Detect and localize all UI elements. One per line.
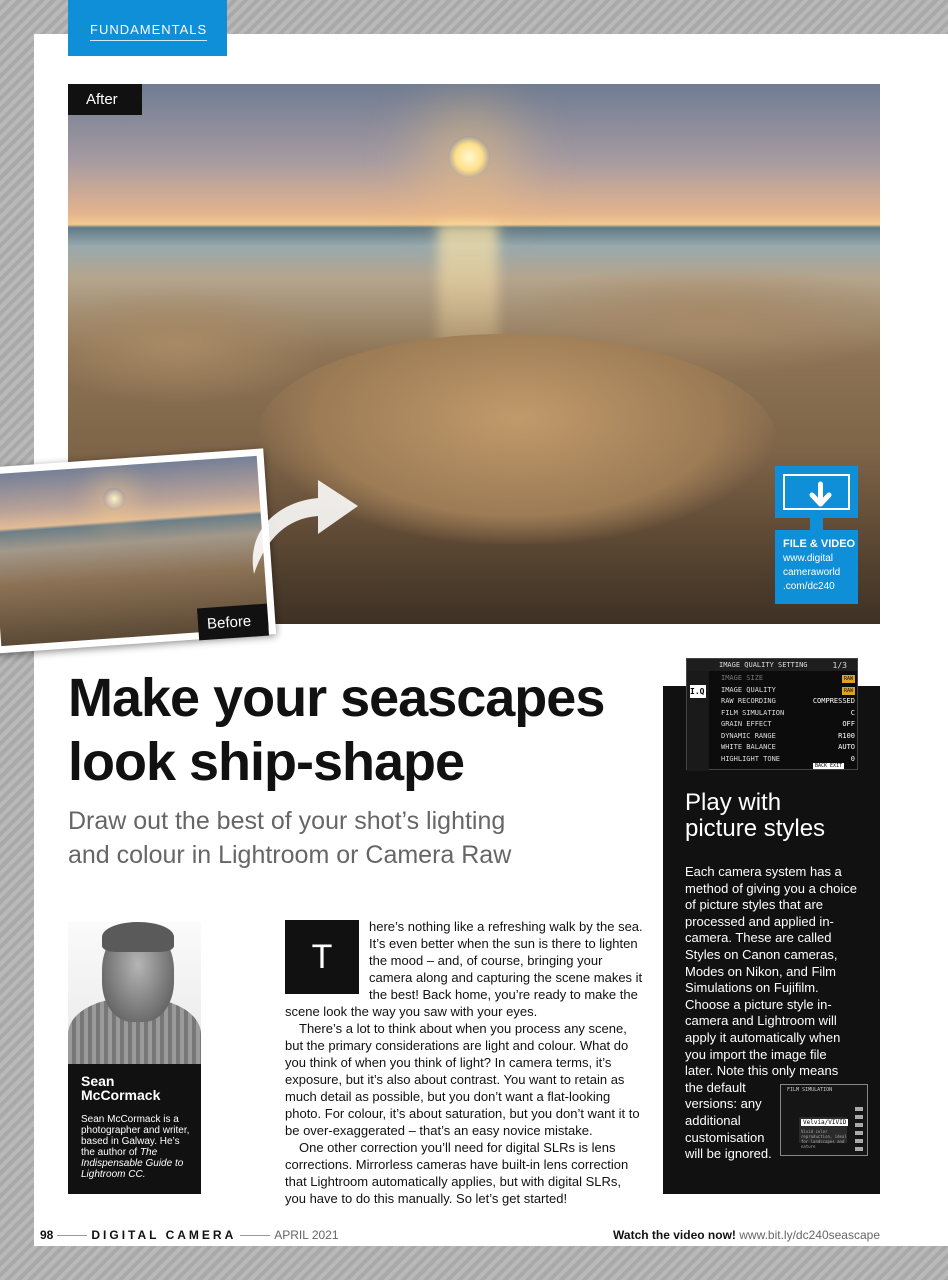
author-photo: [68, 922, 201, 1064]
film-simulation-screenshot: [780, 1084, 868, 1156]
camera-menu-title: IMAGE QUALITY SETTING: [687, 659, 857, 671]
before-label: Before: [197, 604, 269, 641]
drop-cap: T: [285, 920, 359, 994]
camera-menu-row: IMAGE SIZE RAW: [721, 674, 853, 682]
page-number: 98: [40, 1228, 54, 1242]
sun: [448, 136, 490, 178]
film-menu-title: FILM SIMULATION: [787, 1087, 833, 1093]
divider: [240, 1235, 270, 1236]
video-link[interactable]: www.bit.ly/dc240seascape: [739, 1228, 880, 1242]
divider: [57, 1235, 87, 1236]
body-paragraph: There’s a lot to think about when you process any scene, but the primary considerations are light and colour. What do you think of when you think of light? In camera terms, it’s exposure, but it’s also about contrast. You want to retain as much detail as possible, but you don’t want a flat-looking photo. For colour, it’s about saturation, but you don’t want it to be over-exaggerated – that’s an easy novice mistake.: [285, 1021, 640, 1138]
headline: Make your seascapes look ship-shape: [68, 668, 605, 792]
monitor-icon: [775, 466, 858, 518]
issue-date: APRIL 2021: [274, 1228, 339, 1242]
camera-menu-row: HIGHLIGHT TONE 0: [721, 754, 855, 763]
camera-menu-row: RAW RECORDING COMPRESSED: [721, 697, 855, 705]
film-menu-selected: Velvia/VIVID: [803, 1119, 847, 1126]
film-icons: [855, 1107, 863, 1151]
section-tag: FUNDAMENTALS: [68, 0, 227, 56]
sidebar-heading: Play with picture styles: [685, 789, 826, 842]
camera-menu-exit: BACK EXIT: [815, 763, 843, 769]
body-paragraph: One other correction you’ll need for digital SLRs is lens corrections. Mirrorless cameras have built-in lens correction that Lightroom automatically applies, but with digital SLRs, you have to do this manually. So let’s get started!: [285, 1140, 629, 1206]
sidebar-body: Each camera system has a method of giving you a choice of picture styles that are processed and applied in-camera. These are called Styles on Canon cameras, Modes on Nikon, and Film Simulations on Fujifilm. Choose a picture style in-camera and Lightroom will apply it automatically when you import the image file later. Note this only means the default versions: any additional customisation will be ignored.: [685, 864, 857, 1162]
body-paragraph: here’s nothing like a refreshing walk by the sea. It’s even better when the sun is there to lighten the mood – and, of course, bringing your camera along and capturing the scene makes it the best! Back home, you’re ready to make the scene look the way you saw with your eyes.: [285, 919, 643, 1019]
author-box: [68, 1064, 201, 1194]
article-body: [285, 918, 645, 1207]
download-title: FILE & VIDEO: [783, 538, 856, 550]
camera-menu-page: 1/3: [832, 661, 847, 670]
author-name: Sean McCormack: [81, 1073, 161, 1103]
camera-menu-row: GRAIN EFFECT OFF: [721, 720, 855, 728]
after-label: After: [68, 84, 142, 115]
camera-menu-row: DYNAMIC RANGE R100: [721, 731, 855, 740]
author-bio: Sean McCormack is a photographer and writer, based in Galway. He’s the author of The Indispensable Guide to Lightroom CC.: [81, 1114, 190, 1180]
video-cta: Watch the video now!: [613, 1228, 736, 1242]
page-footer: [40, 1228, 880, 1244]
camera-menu-screenshot: [686, 658, 858, 770]
magazine-name: DIGITAL CAMERA: [91, 1228, 237, 1242]
camera-menu-row: WHITE BALANCE AUTO: [721, 743, 855, 751]
download-arrow-icon: [785, 476, 856, 516]
curved-arrow-icon: [236, 462, 366, 582]
standfirst: Draw out the best of your shot’s lighting and colour in Lightroom or Camera Raw: [68, 807, 512, 869]
download-panel[interactable]: [775, 466, 858, 604]
film-menu-desc: Vivid color reproduction, ideal for landscapes and nature: [801, 1129, 847, 1149]
camera-menu-tab: I.Q.: [690, 687, 710, 696]
camera-menu-row: FILM SIMULATION C: [721, 708, 855, 717]
camera-menu-sidebar: [687, 671, 709, 771]
download-url[interactable]: www.digital cameraworld .com/dc240: [783, 553, 841, 592]
sun: [103, 487, 126, 510]
camera-menu-row: IMAGE QUALITY RAW: [721, 685, 853, 694]
